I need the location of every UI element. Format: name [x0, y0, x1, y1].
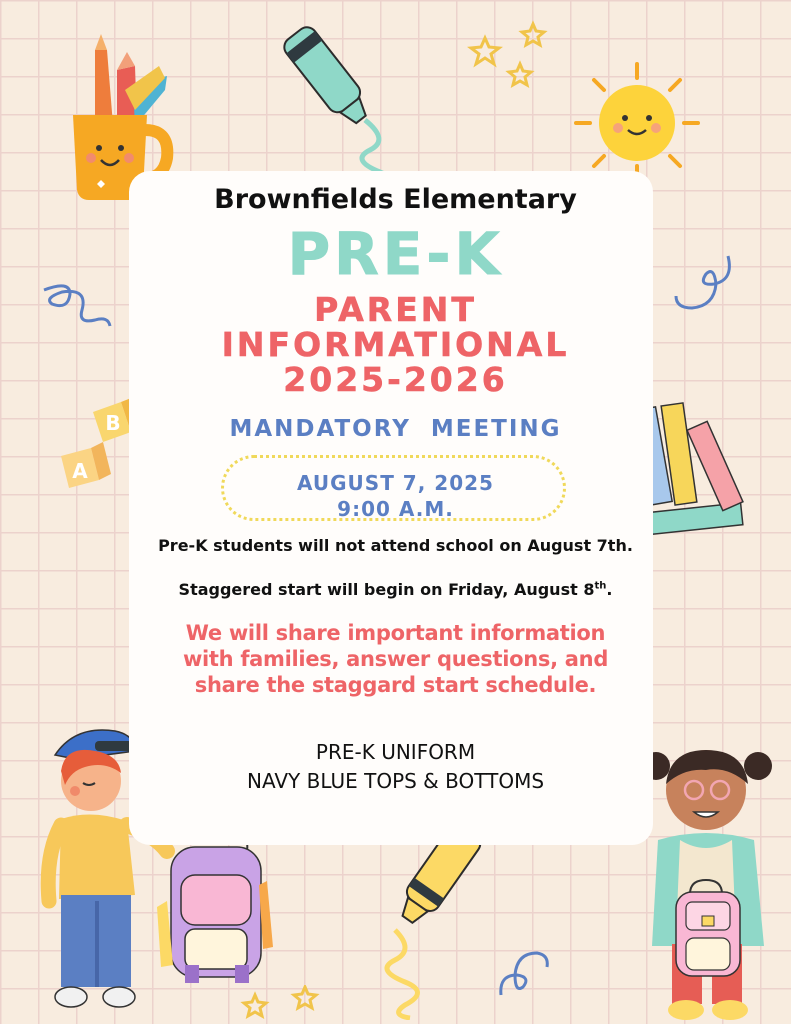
share-line-1: We will share important information	[185, 621, 606, 645]
share-line-2: with families, answer questions, and	[182, 647, 609, 671]
meeting-time: 9:00 A.M.	[337, 497, 454, 521]
ordinal-suffix: th	[594, 580, 607, 592]
staggered-start-note	[0, 580, 791, 599]
program-title: PRE-K	[287, 220, 504, 288]
uniform-title: PRE-K UNIFORM	[315, 740, 476, 764]
sun-icon	[570, 58, 705, 188]
highlighter-icon	[270, 10, 420, 195]
school-name: Brownfields Elementary	[214, 184, 577, 215]
share-line-3: share the staggard start schedule.	[194, 673, 597, 697]
meeting-type: MANDATORY MEETING	[229, 416, 562, 442]
headline-line-2: INFORMATIONAL	[221, 325, 570, 364]
meeting-date: AUGUST 7, 2025	[297, 471, 494, 495]
block-letter-b: B	[105, 411, 121, 435]
block-letter-a: A	[72, 459, 88, 483]
staggered-start-text: Staggered start will begin on Friday, August 8	[178, 580, 595, 599]
headline-line-3: 2025-2026	[283, 360, 508, 399]
attendance-note: Pre-K students will not attend school on August 7th.	[158, 536, 633, 555]
highlighter-icon	[355, 820, 495, 1020]
swirl-icon	[495, 945, 555, 1005]
staggered-start-period: .	[606, 580, 613, 599]
headline-line-1: PARENT	[314, 290, 477, 329]
stars-icon	[465, 20, 555, 100]
uniform-detail: NAVY BLUE TOPS & BOTTOMS	[246, 769, 545, 793]
